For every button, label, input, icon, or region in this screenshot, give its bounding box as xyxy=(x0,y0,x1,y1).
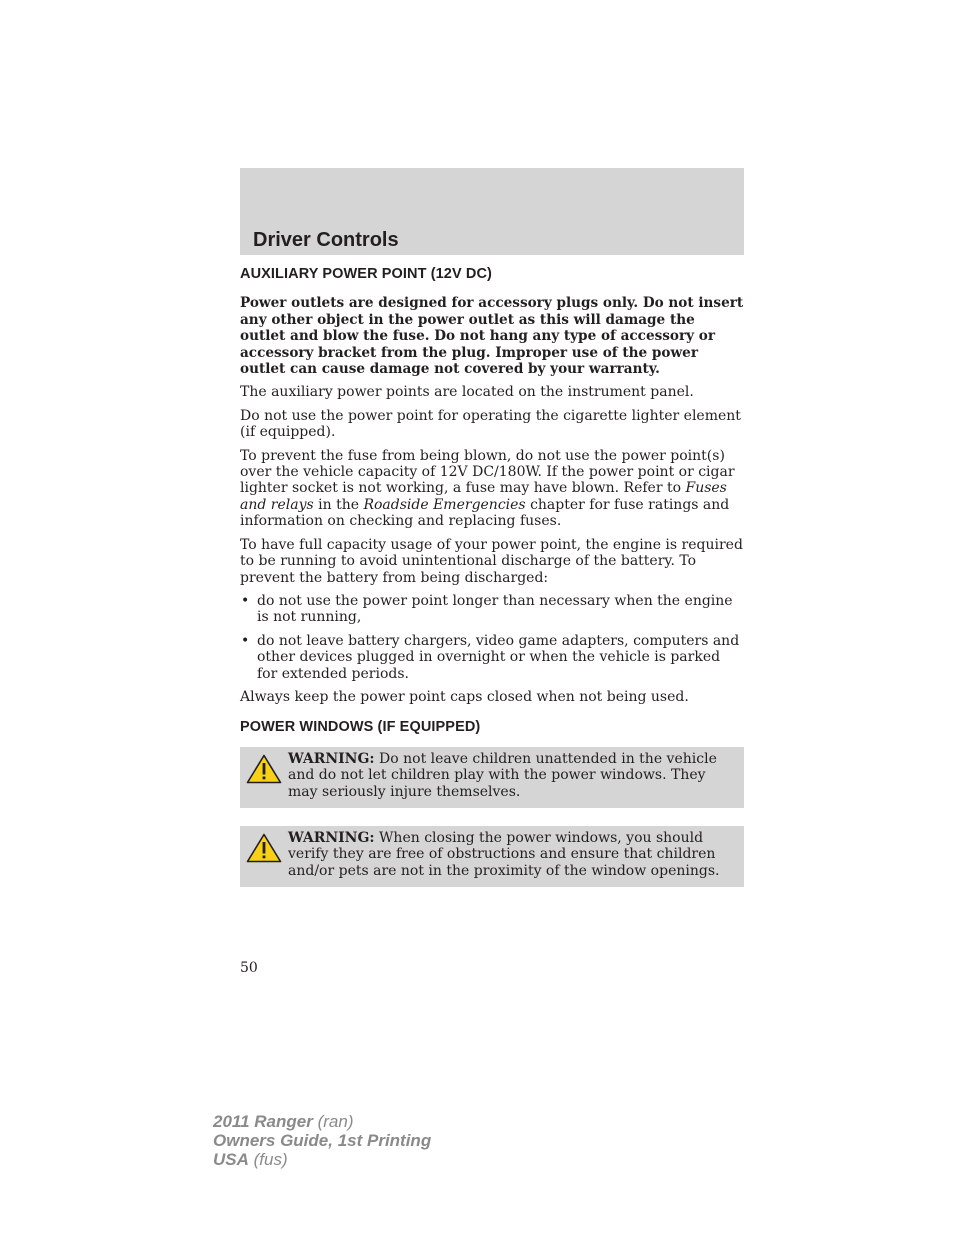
footer-model-code: (ran) xyxy=(312,1112,354,1131)
footer-guide: Owners Guide, 1st Printing xyxy=(213,1131,432,1150)
fuse-text-a: To prevent the fuse from being blown, do not use the power point(s) over the vehicle capacity of 12V DC/180W. If the power point or cigar lighter socket is not working, a fuse may have blown. Refer to xyxy=(240,447,735,497)
footer-model: 2011 Ranger xyxy=(213,1112,313,1131)
paragraph-caps: Always keep the power point caps closed when not being used. xyxy=(240,688,689,705)
warning-box xyxy=(240,826,744,887)
page-number: 50 xyxy=(240,960,258,976)
list-item-text: do not use the power point longer than necessary when the engine is not running, xyxy=(257,592,733,626)
section-heading-power-windows: POWER WINDOWS (IF EQUIPPED) xyxy=(240,719,481,736)
warning-text: When closing the power windows, you should verify they are free of obstructions and ensure that children and/or pets are not in the proximity of the window openings. xyxy=(288,829,720,879)
bullet-list xyxy=(240,593,744,682)
warning-box xyxy=(240,747,744,808)
fuse-text-b: in the xyxy=(313,496,364,513)
caution-paragraph: Power outlets are designed for accessory plugs only. Do not insert any other object in the power outlet as this will damage the outlet and blow the fuse. Do not hang any type of accessory or accessory bracket from the plug. Improper use of the power outlet can cause damage not covered by your warranty. xyxy=(240,295,744,378)
warning-triangle-icon xyxy=(246,833,282,863)
footer-line-market xyxy=(213,1150,431,1169)
paragraph-lighter: Do not use the power point for operating the cigarette lighter element (if equipped). xyxy=(240,407,741,441)
bullet-icon: • xyxy=(241,632,250,649)
footer-market-code: (fus) xyxy=(248,1150,288,1169)
fuse-text-c: chapter for fuse ratings and information on checking and replacing fuses. xyxy=(240,496,730,530)
reference-fuses-and-relays: Fuses and relays xyxy=(240,480,727,513)
footer-market: USA xyxy=(213,1150,249,1169)
footer-line-guide xyxy=(213,1131,431,1150)
list-item xyxy=(240,593,744,626)
warning-triangle-icon xyxy=(246,754,282,784)
list-item-text: do not leave battery chargers, video game adapters, computers and other devices plugged in overnight or when the vehicle is parked for extended periods. xyxy=(257,632,740,682)
bullet-icon: • xyxy=(241,592,250,609)
paragraph-capacity: To have full capacity usage of your power point, the engine is required to be running to avoid unintentional discharge of the battery. To prevent the battery from being discharged: xyxy=(240,536,743,586)
chapter-header-band xyxy=(240,168,744,255)
footer-line-model xyxy=(213,1112,431,1131)
warning-label: WARNING: xyxy=(288,750,375,767)
section-heading-power-point: AUXILIARY POWER POINT (12V DC) xyxy=(240,266,492,282)
page-content xyxy=(240,266,744,905)
document-footer xyxy=(213,1112,431,1169)
paragraph-location: The auxiliary power points are located on the instrument panel. xyxy=(240,384,694,401)
list-item xyxy=(240,633,744,682)
paragraph-fuse xyxy=(240,448,744,530)
warning-label: WARNING: xyxy=(288,829,375,846)
warning-text: Do not leave children unattended in the vehicle and do not let children play with the power windows. They may seriously injure themselves. xyxy=(288,750,717,800)
reference-roadside-emergencies: Roadside Emergencies xyxy=(363,496,526,513)
chapter-title: Driver Controls xyxy=(253,229,399,251)
